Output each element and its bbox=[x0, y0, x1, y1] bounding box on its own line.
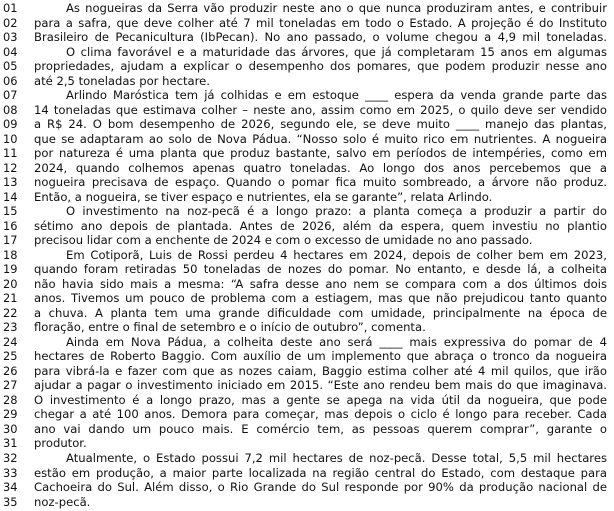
text-line bbox=[0, 1, 614, 16]
text-line bbox=[0, 378, 614, 393]
line-number: 24 bbox=[3, 334, 18, 349]
text-line bbox=[0, 74, 614, 89]
text-line bbox=[0, 248, 614, 263]
line-number: 02 bbox=[3, 15, 18, 30]
text-line bbox=[0, 364, 614, 379]
line-number: 05 bbox=[3, 59, 18, 74]
line-text: não havia sido mais a mesma: “A safra desse ano nem se compara com a dos últimos dois bbox=[34, 276, 607, 291]
line-text: precisou lidar com a enchente de 2024 e com o excesso de umidade no ano passado. bbox=[34, 233, 533, 248]
text-line bbox=[0, 277, 614, 292]
line-number: 11 bbox=[3, 146, 18, 161]
line-text: As nogueiras da Serra vão produzir neste ano o que nunca produziram antes, e contribuir bbox=[66, 1, 607, 15]
text-line bbox=[0, 30, 614, 45]
line-number: 12 bbox=[3, 160, 18, 175]
line-number: 27 bbox=[3, 378, 18, 393]
line-text: por natureza é uma planta que produz bastante, salvo em períodos de intempéries, como em bbox=[34, 146, 607, 161]
text-line bbox=[0, 393, 614, 408]
line-number: 35 bbox=[3, 494, 18, 509]
text-line bbox=[0, 88, 614, 103]
line-text: Brasileiro de Pecanicultura (IbPecan). No ano passado, o volume chegou a 4,9 mil toneladas. bbox=[34, 30, 607, 45]
text-line bbox=[0, 233, 614, 248]
line-text: Em Cotiporã, Luis de Rossi perdeu 4 hectares em 2024, depois de colher bem em 2023, bbox=[66, 247, 607, 262]
line-text: O investimento é a longo prazo, mas a gente se apega na vida útil da nogueira, que pode bbox=[34, 392, 607, 407]
line-number: 07 bbox=[3, 88, 18, 103]
text-line bbox=[0, 117, 614, 132]
line-number: 10 bbox=[3, 131, 18, 146]
line-number: 25 bbox=[3, 349, 18, 364]
line-text: a chuva. A planta tem uma grande dificuldade com umidade, principalmente na época de bbox=[34, 305, 607, 320]
line-number: 20 bbox=[3, 276, 18, 291]
text-line bbox=[0, 320, 614, 335]
line-text: 2024, quando colhemos apenas quatro toneladas. Ao longo dos anos percebemos que a bbox=[34, 160, 607, 175]
text-line bbox=[0, 335, 614, 350]
text-line bbox=[0, 190, 614, 205]
text-line bbox=[0, 219, 614, 234]
line-number: 28 bbox=[3, 392, 18, 407]
line-number: 32 bbox=[3, 450, 18, 465]
text-line bbox=[0, 436, 614, 451]
text-line bbox=[0, 451, 614, 466]
line-text: que se adaptaram ao solo de Nova Pádua. “Nosso solo é muito rico em nutrientes. A nogueira bbox=[34, 131, 607, 146]
line-number: 18 bbox=[3, 247, 18, 262]
text-line bbox=[0, 59, 614, 74]
text-line bbox=[0, 349, 614, 364]
line-number: 22 bbox=[3, 305, 18, 320]
line-text: 14 toneladas que estimava colher – neste ano, assim como em 2025, o quilo deve ser vendido bbox=[34, 102, 607, 117]
line-text: O clima favorável e a maturidade das árvores, que já completaram 15 anos em algumas bbox=[66, 44, 607, 59]
text-line bbox=[0, 45, 614, 60]
line-text: noz-pecã. bbox=[34, 494, 91, 509]
text-line bbox=[0, 262, 614, 277]
line-number: 13 bbox=[3, 175, 18, 190]
text-line bbox=[0, 146, 614, 161]
line-number: 33 bbox=[3, 465, 18, 480]
line-text: Então, a nogueira, se tiver espaço e nutrientes, ela se garante”, relata Arlindo. bbox=[34, 189, 493, 204]
line-number: 26 bbox=[3, 363, 18, 378]
text-line bbox=[0, 480, 614, 495]
line-text: para a safra, que deve colher até 7 mil toneladas em todo o Estado. A projeção é do Instituto bbox=[34, 15, 607, 30]
text-line bbox=[0, 103, 614, 118]
text-line bbox=[0, 407, 614, 422]
line-number: 34 bbox=[3, 480, 18, 495]
line-text: estão em produção, a maior parte localizada na região central do Estado, com destaque para bbox=[34, 465, 607, 480]
text-line bbox=[0, 495, 614, 510]
line-number: 06 bbox=[3, 73, 18, 88]
line-number: 04 bbox=[3, 44, 18, 59]
text-line bbox=[0, 175, 614, 190]
line-text: produtor. bbox=[34, 436, 87, 451]
line-number: 29 bbox=[3, 407, 18, 422]
text-line bbox=[0, 16, 614, 31]
line-number: 16 bbox=[3, 218, 18, 233]
line-number: 31 bbox=[3, 436, 18, 451]
line-number: 17 bbox=[3, 233, 18, 248]
line-number: 03 bbox=[3, 30, 18, 45]
line-text: hectares de Roberto Baggio. Com auxílio de um implemento que abraça o tronco da nogueira bbox=[34, 349, 607, 364]
line-number: 23 bbox=[3, 320, 18, 335]
line-text: a R$ 24. O bom desempenho de 2026, segundo ele, se deve muito ____ manejo das plantas, bbox=[34, 117, 607, 132]
line-number: 08 bbox=[3, 102, 18, 117]
line-text: sétimo ano depois de plantada. Antes de 2026, além da espera, quem investiu no plantio bbox=[34, 218, 607, 233]
text-line bbox=[0, 466, 614, 481]
line-number: 30 bbox=[3, 421, 18, 436]
line-number: 21 bbox=[3, 291, 18, 306]
line-text: ano vai dando um pouco mais. E comércio tem, as pessoas querem comprar”, garante o bbox=[34, 421, 607, 436]
line-number: 09 bbox=[3, 117, 18, 132]
line-number: 01 bbox=[3, 1, 18, 15]
line-text: Cachoeira do Sul. Além disso, o Rio Grande do Sul responde por 90% da produção nacional de bbox=[34, 480, 607, 495]
text-line bbox=[0, 422, 614, 437]
line-text: floração, entre o final de setembro e o início de outubro”, comenta. bbox=[34, 320, 426, 335]
line-number: 19 bbox=[3, 262, 18, 277]
line-text: O investimento na noz-pecã é a longo prazo: a planta começa a produzir a partir do bbox=[66, 204, 607, 219]
text-line bbox=[0, 291, 614, 306]
line-text: Atualmente, o Estado possui 7,2 mil hectares de noz-pecã. Desse total, 5,5 mil hectares bbox=[66, 450, 607, 465]
text-line bbox=[0, 204, 614, 219]
line-text: ajudar a pagar o investimento iniciado em 2015. “Este ano rendeu bem mais do que imaginava. bbox=[34, 378, 607, 393]
text-line bbox=[0, 132, 614, 147]
line-number: 15 bbox=[3, 204, 18, 219]
line-text: quando foram retiradas 50 toneladas de nozes do pomar. No entanto, e desde lá, a colheita bbox=[34, 262, 607, 277]
line-text: Arlindo Maróstica tem já colhidas e em estoque ____ espera da venda grande parte das bbox=[66, 88, 607, 103]
line-text: anos. Tivemos um pouco de problema com a estiagem, mas que não prejudicou tanto quanto bbox=[34, 291, 607, 306]
line-text: Ainda em Nova Pádua, a colheita deste ano será ____ mais expressiva do pomar de 4 bbox=[66, 334, 607, 349]
line-text: chegar a até 100 anos. Demora para começar, mas depois o ciclo é longo para receber. Cada bbox=[34, 407, 607, 422]
line-text: nogueira precisava de espaço. Quando o pomar fica muito sombreado, a árvore não produz. bbox=[34, 175, 607, 190]
line-text: para vibrá-la e fazer com que as nozes caiam, Baggio estima colher até 4 mil quilos, que irão bbox=[34, 363, 607, 378]
text-line bbox=[0, 306, 614, 321]
text-line bbox=[0, 161, 614, 176]
line-text: até 2,5 toneladas por hectare. bbox=[34, 73, 210, 88]
line-number: 14 bbox=[3, 189, 18, 204]
line-text: propriedades, ajudam a explicar o desempenho dos pomares, que podem produzir nesse ano bbox=[34, 59, 607, 74]
